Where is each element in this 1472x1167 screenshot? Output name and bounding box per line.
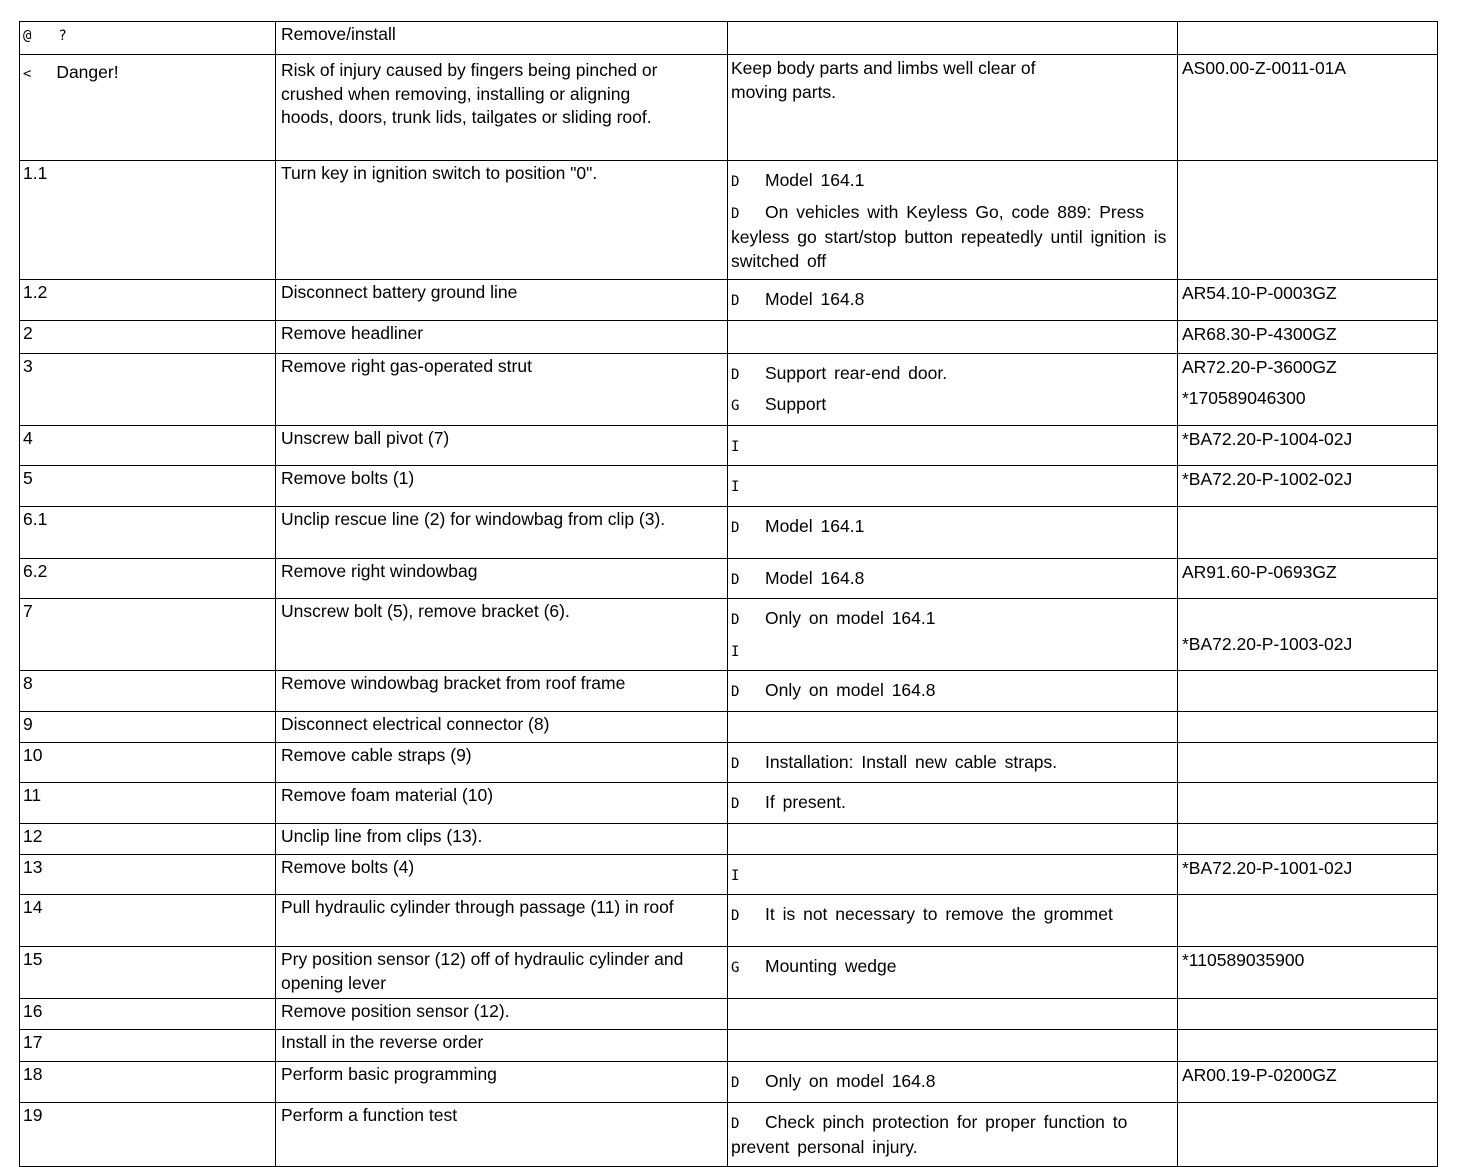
note-line xyxy=(731,639,1177,665)
step-number: 13 xyxy=(20,854,276,895)
step-action: Remove foam material (10) xyxy=(276,783,728,824)
header-title: Remove/install xyxy=(276,22,728,55)
step-notes xyxy=(728,1102,1178,1166)
procedure-body xyxy=(20,22,1438,1167)
note-line xyxy=(731,955,1177,981)
step-references xyxy=(1178,1030,1438,1062)
reference-code: *110589035900 xyxy=(1182,950,1305,970)
note-marker-icon: D xyxy=(731,755,740,772)
step-references xyxy=(1178,1102,1438,1166)
step-number: 5 xyxy=(20,466,276,507)
step-number: 15 xyxy=(20,947,276,999)
step-number: 12 xyxy=(20,823,276,854)
step-action: Remove bolts (4) xyxy=(276,854,728,895)
step-references xyxy=(1178,999,1438,1030)
note-marker-icon: D xyxy=(731,205,740,222)
table-row xyxy=(20,999,1438,1030)
step-action: Disconnect battery ground line xyxy=(276,280,728,321)
header-empty-cell xyxy=(1178,22,1438,55)
note-line xyxy=(731,1111,1177,1160)
step-notes xyxy=(728,742,1178,783)
reference-code: AR72.20-P-3600GZ xyxy=(1182,356,1337,377)
step-notes xyxy=(728,506,1178,558)
table-row xyxy=(20,854,1438,895)
step-action: Install in the reverse order xyxy=(276,1030,728,1062)
note-text: Only on model 164.8 xyxy=(765,680,936,700)
danger-label: Danger! xyxy=(56,62,119,82)
note-line xyxy=(731,567,1177,593)
step-notes xyxy=(728,823,1178,854)
note-line xyxy=(731,434,1177,460)
danger-reference: AS00.00-Z-0011-01A xyxy=(1178,55,1438,161)
step-references xyxy=(1178,320,1438,353)
step-action: Perform a function test xyxy=(276,1102,728,1166)
step-references xyxy=(1178,353,1438,425)
step-references xyxy=(1178,742,1438,783)
table-row xyxy=(20,1030,1438,1062)
step-references xyxy=(1178,854,1438,895)
header-row xyxy=(20,22,1438,55)
table-row xyxy=(20,599,1438,671)
note-marker-icon: D xyxy=(731,908,740,924)
at-symbol-icon: @ xyxy=(23,28,32,44)
step-action: Perform basic programming xyxy=(276,1062,728,1103)
step-references xyxy=(1178,466,1438,507)
step-notes xyxy=(728,425,1178,466)
note-text: Check pinch protection for proper function to prevent personal injury. xyxy=(731,1111,1128,1157)
note-line xyxy=(731,679,1177,705)
tool-marker-icon: G xyxy=(731,398,740,414)
procedure-table xyxy=(19,21,1438,1167)
reference-code xyxy=(1182,601,1437,625)
step-action: Pry position sensor (12) off of hydraulic cylinder and opening lever xyxy=(276,947,728,999)
step-action: Disconnect electrical connector (8) xyxy=(276,711,728,742)
reference-code: *170589046300 xyxy=(1182,388,1306,408)
step-action: Remove headliner xyxy=(276,320,728,353)
note-text: If present. xyxy=(765,792,846,812)
table-row xyxy=(20,320,1438,353)
note-line xyxy=(731,791,1177,817)
step-number: 6.2 xyxy=(20,558,276,599)
tool-marker-icon: G xyxy=(731,960,740,976)
table-row xyxy=(20,1062,1438,1103)
table-row xyxy=(20,466,1438,507)
step-number: 18 xyxy=(20,1062,276,1103)
step-action: Remove position sensor (12). xyxy=(276,999,728,1030)
step-notes xyxy=(728,1030,1178,1062)
step-number: 14 xyxy=(20,895,276,947)
reference-code: *BA72.20-P-1003-02J xyxy=(1182,633,1353,654)
note-marker-icon: D xyxy=(731,293,740,309)
question-symbol-icon: ? xyxy=(58,28,67,44)
reference-code: AR54.10-P-0003GZ xyxy=(1182,283,1337,303)
step-action: Turn key in ignition switch to position "0". xyxy=(276,161,728,280)
table-row xyxy=(20,671,1438,712)
note-line xyxy=(731,863,1177,889)
note-line xyxy=(731,515,1177,541)
info-marker-icon: I xyxy=(731,438,740,455)
note-line xyxy=(731,169,1177,195)
table-row xyxy=(20,280,1438,321)
step-number: 1.2 xyxy=(20,280,276,321)
note-text: Only on model 164.1 xyxy=(765,608,936,628)
table-row xyxy=(20,425,1438,466)
note-text: Model 164.8 xyxy=(765,289,865,309)
note-text: Only on model 164.8 xyxy=(765,1071,936,1091)
note-line xyxy=(731,1070,1177,1096)
note-line xyxy=(731,393,1177,419)
table-row xyxy=(20,783,1438,824)
reference-code: *BA72.20-P-1001-02J xyxy=(1182,857,1353,878)
step-notes xyxy=(728,854,1178,895)
step-notes xyxy=(728,466,1178,507)
table-row xyxy=(20,711,1438,742)
note-text: Installation: Install new cable straps. xyxy=(765,751,1058,772)
table-row xyxy=(20,161,1438,280)
note-text: Mounting wedge xyxy=(765,956,897,976)
step-notes xyxy=(728,711,1178,742)
note-text: Model 164.1 xyxy=(765,515,865,536)
note-marker-icon: D xyxy=(731,174,740,190)
step-references xyxy=(1178,558,1438,599)
step-references xyxy=(1178,823,1438,854)
step-action: Unscrew ball pivot (7) xyxy=(276,425,728,466)
note-line xyxy=(731,288,1177,314)
step-action: Unscrew bolt (5), remove bracket (6). xyxy=(276,599,728,671)
table-row xyxy=(20,742,1438,783)
step-action: Remove windowbag bracket from roof frame xyxy=(276,671,728,712)
step-references xyxy=(1178,947,1438,999)
note-line xyxy=(731,201,1177,274)
header-symbols-cell xyxy=(20,22,276,55)
reference-code: AR00.19-P-0200GZ xyxy=(1182,1065,1337,1085)
step-references xyxy=(1178,599,1438,671)
step-number: 1.1 xyxy=(20,161,276,280)
step-number: 4 xyxy=(20,425,276,466)
danger-warning-icon: < xyxy=(23,66,32,82)
note-line xyxy=(731,607,1177,633)
note-marker-icon: D xyxy=(731,571,740,588)
reference-code: *BA72.20-P-1004-02J xyxy=(1182,428,1353,449)
table-row xyxy=(20,558,1438,599)
note-line xyxy=(731,362,1177,388)
step-number: 19 xyxy=(20,1102,276,1166)
danger-row xyxy=(20,55,1438,161)
step-number: 3 xyxy=(20,353,276,425)
step-number: 16 xyxy=(20,999,276,1030)
table-row xyxy=(20,506,1438,558)
note-text: It is not necessary to remove the grommet xyxy=(765,904,1113,924)
note-marker-icon: D xyxy=(731,519,740,536)
step-number: 2 xyxy=(20,320,276,353)
note-text: Model 164.8 xyxy=(765,567,865,588)
step-notes xyxy=(728,161,1178,280)
step-references xyxy=(1178,1062,1438,1103)
note-marker-icon: D xyxy=(731,366,740,383)
note-line xyxy=(731,751,1177,777)
step-number: 10 xyxy=(20,742,276,783)
step-action: Remove bolts (1) xyxy=(276,466,728,507)
step-notes xyxy=(728,599,1178,671)
step-references xyxy=(1178,161,1438,280)
reference-code: *BA72.20-P-1002-02J xyxy=(1182,469,1353,489)
step-notes xyxy=(728,999,1178,1030)
header-empty-cell xyxy=(728,22,1178,55)
table-row xyxy=(20,895,1438,947)
danger-measure-text: Keep body parts and limbs well clear of moving parts. xyxy=(728,55,1178,161)
step-number: 8 xyxy=(20,671,276,712)
step-references xyxy=(1178,280,1438,321)
note-marker-icon: D xyxy=(731,796,740,812)
note-text: Support rear-end door. xyxy=(765,362,948,383)
note-marker-icon: D xyxy=(731,684,740,700)
note-marker-icon: D xyxy=(731,612,740,628)
step-number: 11 xyxy=(20,783,276,824)
note-text: Model 164.1 xyxy=(765,170,865,190)
note-text: On vehicles with Keyless Go, code 889: Press keyless go start/stop button repeatedly until ignition is switched off xyxy=(731,201,1167,271)
note-marker-icon: D xyxy=(731,1115,740,1132)
note-marker-icon: D xyxy=(731,1075,740,1091)
table-row xyxy=(20,947,1438,999)
step-references xyxy=(1178,711,1438,742)
step-notes xyxy=(728,558,1178,599)
step-notes xyxy=(728,895,1178,947)
info-marker-icon: I xyxy=(731,643,740,660)
table-row xyxy=(20,1102,1438,1166)
info-marker-icon: I xyxy=(731,867,740,884)
danger-label-cell xyxy=(20,55,276,161)
step-notes xyxy=(728,280,1178,321)
table-row xyxy=(20,823,1438,854)
step-notes xyxy=(728,320,1178,353)
step-references xyxy=(1178,425,1438,466)
step-notes xyxy=(728,353,1178,425)
step-number: 9 xyxy=(20,711,276,742)
step-references xyxy=(1178,506,1438,558)
note-text: Support xyxy=(765,394,827,414)
info-marker-icon: I xyxy=(731,479,740,495)
step-action: Unclip line from clips (13). xyxy=(276,823,728,854)
step-notes xyxy=(728,671,1178,712)
reference-code: AR68.30-P-4300GZ xyxy=(1182,323,1337,344)
step-action: Pull hydraulic cylinder through passage (11) in roof xyxy=(276,895,728,947)
step-number: 6.1 xyxy=(20,506,276,558)
reference-code: AR91.60-P-0693GZ xyxy=(1182,561,1337,582)
step-notes xyxy=(728,783,1178,824)
step-references xyxy=(1178,671,1438,712)
step-action: Remove cable straps (9) xyxy=(276,742,728,783)
note-line xyxy=(731,474,1177,500)
step-action: Unclip rescue line (2) for windowbag from clip (3). xyxy=(276,506,728,558)
step-number: 7 xyxy=(20,599,276,671)
step-action: Remove right gas-operated strut xyxy=(276,353,728,425)
table-row xyxy=(20,353,1438,425)
step-action: Remove right windowbag xyxy=(276,558,728,599)
step-number: 17 xyxy=(20,1030,276,1062)
note-line xyxy=(731,903,1177,929)
danger-risk-text: Risk of injury caused by fingers being pinched or crushed when removing, installing or aligning hoods, doors, trunk lids, tailgates or sliding roof. xyxy=(276,55,728,161)
step-notes xyxy=(728,947,1178,999)
step-references xyxy=(1178,895,1438,947)
step-notes xyxy=(728,1062,1178,1103)
step-references xyxy=(1178,783,1438,824)
